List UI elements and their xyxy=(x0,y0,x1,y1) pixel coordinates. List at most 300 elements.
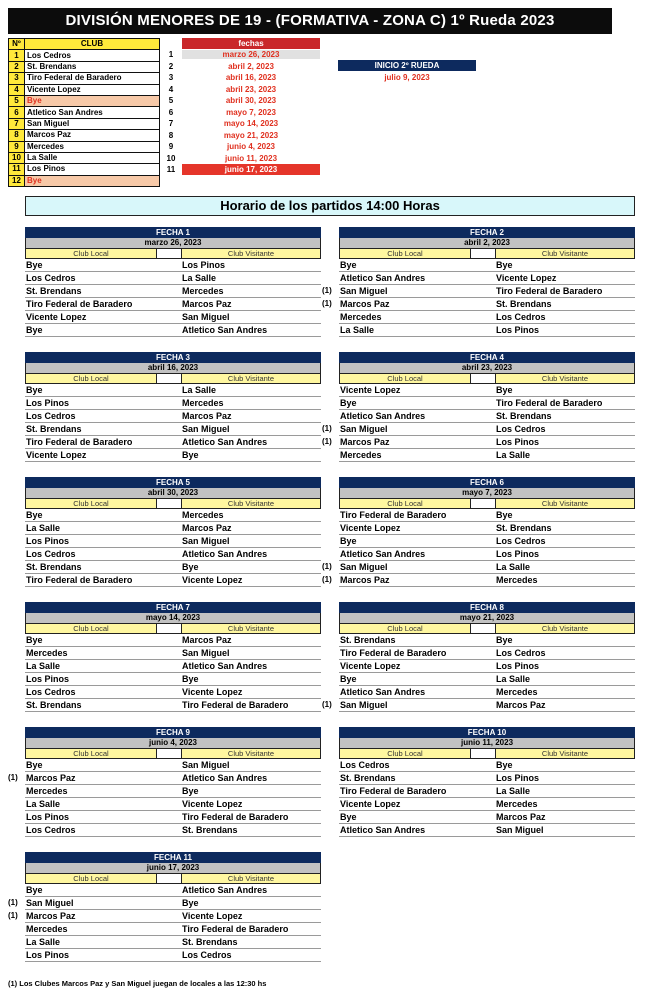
fecha-date: junio 17, 2023 xyxy=(25,863,321,873)
visiting-club: Mercedes xyxy=(496,687,538,697)
match-row xyxy=(25,660,321,673)
fecha-date: mayo 21, 2023 xyxy=(339,613,635,623)
match-row xyxy=(25,548,321,561)
visiting-club: Bye xyxy=(182,450,199,460)
col-spacer xyxy=(157,874,182,883)
visiting-club: Vicente Lopez xyxy=(182,799,243,809)
fecha-title: FECHA 3 xyxy=(25,352,321,363)
fecha-block xyxy=(339,727,635,837)
match-row xyxy=(339,535,635,548)
match-row xyxy=(25,535,321,548)
col-local-header: Club Local xyxy=(340,249,471,258)
col-visitante-header: Club Visitante xyxy=(182,624,320,633)
club-name: San Miguel xyxy=(25,118,160,129)
local-club: Los Pinos xyxy=(26,398,70,408)
fecha-date: mayo 21, 2023 xyxy=(223,130,279,140)
local-club: Atletico San Andres xyxy=(340,825,426,835)
visiting-club: San Miguel xyxy=(182,536,230,546)
club-name: Tiro Federal de Baradero xyxy=(25,73,160,84)
fecha-title: FECHA 7 xyxy=(25,602,321,613)
visiting-club: Los Pinos xyxy=(496,437,540,447)
match-row xyxy=(25,811,321,824)
fecha-block xyxy=(25,602,321,712)
col-visitante-header: Club Visitante xyxy=(182,374,320,383)
match-row xyxy=(25,259,321,272)
fecha-number: 5 xyxy=(168,96,174,105)
match-row xyxy=(8,772,321,785)
visiting-club: La Salle xyxy=(496,450,531,460)
fecha-block xyxy=(8,852,321,962)
fecha-date: marzo 26, 2023 xyxy=(182,50,320,59)
fechas-header: fechas xyxy=(182,38,320,49)
match-note: (1) xyxy=(322,299,332,308)
fecha-block xyxy=(322,352,635,462)
visiting-club: Bye xyxy=(182,898,199,908)
local-club: Los Pinos xyxy=(26,950,70,960)
fecha-date: abril 30, 2023 xyxy=(225,96,277,105)
visiting-club: Mercedes xyxy=(496,799,538,809)
match-row xyxy=(339,634,635,647)
visiting-club: La Salle xyxy=(182,273,217,283)
match-row xyxy=(25,436,321,449)
club-row xyxy=(9,95,160,106)
fecha-title: FECHA 6 xyxy=(339,477,635,488)
match-row xyxy=(339,660,635,673)
local-club: La Salle xyxy=(26,799,61,809)
visiting-club: Tiro Federal de Baradero xyxy=(182,700,289,710)
local-club: San Miguel xyxy=(340,700,388,710)
match-row xyxy=(25,884,321,897)
fecha-date: abril 30, 2023 xyxy=(25,488,321,498)
col-local-header: Club Local xyxy=(26,874,157,883)
fecha-title: FECHA 8 xyxy=(339,602,635,613)
local-club: Tiro Federal de Baradero xyxy=(340,510,447,520)
visiting-club: Los Pinos xyxy=(182,260,226,270)
club-number: 1 xyxy=(9,50,25,61)
match-row xyxy=(25,949,321,962)
visiting-club: Los Pinos xyxy=(496,325,540,335)
local-club: Vicente Lopez xyxy=(26,450,87,460)
visiting-club: Tiro Federal de Baradero xyxy=(182,812,289,822)
footnote: (1) Los Clubes Marcos Paz y San Miguel juegan de locales a las 12:30 hs xyxy=(8,979,267,988)
club-name: Los Pinos xyxy=(25,164,160,175)
col-visitante-header: Club Visitante xyxy=(496,374,634,383)
visiting-club: Los Cedros xyxy=(496,424,546,434)
visiting-club: Tiro Federal de Baradero xyxy=(496,286,603,296)
visiting-club: San Miguel xyxy=(182,312,230,322)
local-club: Tiro Federal de Baradero xyxy=(340,786,447,796)
visiting-club: Bye xyxy=(496,635,513,645)
club-number: 7 xyxy=(9,118,25,129)
clubs-header-row xyxy=(9,39,160,50)
club-name: Atletico San Andres xyxy=(25,107,160,118)
visiting-club: Atletico San Andres xyxy=(182,437,268,447)
visiting-club: Bye xyxy=(182,674,199,684)
match-row xyxy=(25,410,321,423)
col-local-header: Club Local xyxy=(340,624,471,633)
match-row xyxy=(322,561,635,574)
visiting-club: Tiro Federal de Baradero xyxy=(496,398,603,408)
local-club: St. Brendans xyxy=(340,635,396,645)
visiting-club: Marcos Paz xyxy=(182,523,232,533)
match-row xyxy=(339,811,635,824)
local-club: La Salle xyxy=(26,937,61,947)
match-row xyxy=(339,673,635,686)
match-row xyxy=(339,449,635,462)
local-club: La Salle xyxy=(26,523,61,533)
match-row xyxy=(339,272,635,285)
local-club: San Miguel xyxy=(340,562,388,572)
fecha-date: marzo 26, 2023 xyxy=(25,238,321,248)
fecha-number: 7 xyxy=(168,119,174,128)
club-name: Marcos Paz xyxy=(25,130,160,141)
fecha-date: mayo 14, 2023 xyxy=(223,119,279,128)
fecha-title: FECHA 11 xyxy=(25,852,321,863)
col-local-header: Club Local xyxy=(26,499,157,508)
match-row xyxy=(25,923,321,936)
inicio-segunda-rueda-date: julio 9, 2023 xyxy=(384,73,430,82)
col-visitante-header: Club Visitante xyxy=(182,749,320,758)
local-club: Los Cedros xyxy=(26,273,76,283)
match-row xyxy=(322,423,635,436)
match-row xyxy=(339,824,635,837)
local-club: Tiro Federal de Baradero xyxy=(26,437,133,447)
visiting-club: La Salle xyxy=(182,385,217,395)
local-club: Bye xyxy=(26,760,43,770)
club-number: 5 xyxy=(9,95,25,106)
col-spacer xyxy=(157,749,182,758)
local-club: Vicente Lopez xyxy=(340,523,401,533)
fecha-date: mayo 7, 2023 xyxy=(226,107,276,117)
visiting-club: Bye xyxy=(496,385,513,395)
fecha-block xyxy=(8,727,321,837)
match-row xyxy=(25,699,321,712)
local-club: Mercedes xyxy=(340,312,382,322)
visiting-club: Bye xyxy=(496,760,513,770)
club-name: Bye xyxy=(25,175,160,186)
local-club: Bye xyxy=(340,812,357,822)
fecha-date: abril 16, 2023 xyxy=(25,363,321,373)
match-note: (1) xyxy=(8,911,18,920)
match-row xyxy=(25,397,321,410)
fecha-date: junio 17, 2023 xyxy=(182,164,320,175)
fecha-number: 1 xyxy=(168,50,174,59)
visiting-club: Marcos Paz xyxy=(496,700,546,710)
match-row xyxy=(322,574,635,587)
club-header: CLUB xyxy=(25,39,160,50)
match-row xyxy=(339,522,635,535)
match-row xyxy=(339,772,635,785)
club-number: 4 xyxy=(9,84,25,95)
club-row xyxy=(9,130,160,141)
match-row xyxy=(339,647,635,660)
local-club: Mercedes xyxy=(340,450,382,460)
local-club: Los Cedros xyxy=(26,687,76,697)
visiting-club: Vicente Lopez xyxy=(496,273,557,283)
column-headers xyxy=(25,498,321,509)
fecha-block xyxy=(25,227,321,337)
fecha-number: 2 xyxy=(168,61,174,71)
page-title: DIVISIÓN MENORES DE 19 - (FORMATIVA - ZONA C) 1º Rueda 2023 xyxy=(8,8,612,34)
fecha-block xyxy=(322,602,635,712)
club-row xyxy=(9,50,160,61)
club-number: 9 xyxy=(9,141,25,152)
column-headers xyxy=(339,748,635,759)
fecha-number: 8 xyxy=(168,130,174,140)
visiting-club: Mercedes xyxy=(182,398,224,408)
club-number: 2 xyxy=(9,61,25,72)
visiting-club: Bye xyxy=(182,786,199,796)
visiting-club: Marcos Paz xyxy=(496,812,546,822)
local-club: San Miguel xyxy=(340,286,388,296)
match-note: (1) xyxy=(322,437,332,446)
match-row xyxy=(25,647,321,660)
fecha-date: abril 2, 2023 xyxy=(228,61,274,71)
local-club: St. Brendans xyxy=(340,773,396,783)
fecha-title: FECHA 2 xyxy=(339,227,635,238)
visiting-club: St. Brendans xyxy=(496,523,552,533)
col-local-header: Club Local xyxy=(26,749,157,758)
local-club: Tiro Federal de Baradero xyxy=(26,575,133,585)
visiting-club: La Salle xyxy=(496,674,531,684)
col-local-header: Club Local xyxy=(340,374,471,383)
visiting-club: Mercedes xyxy=(496,575,538,585)
match-row xyxy=(322,285,635,298)
fecha-number: 4 xyxy=(168,84,174,94)
match-row xyxy=(322,436,635,449)
visiting-club: Atletico San Andres xyxy=(182,549,268,559)
visiting-club: Los Cedros xyxy=(496,312,546,322)
number-header: Nº xyxy=(9,39,25,50)
col-local-header: Club Local xyxy=(26,249,157,258)
club-name: La Salle xyxy=(25,152,160,163)
club-name: Bye xyxy=(25,95,160,106)
fecha-number: 11 xyxy=(166,165,176,174)
local-club: St. Brendans xyxy=(26,700,82,710)
local-club: Tiro Federal de Baradero xyxy=(26,299,133,309)
col-local-header: Club Local xyxy=(340,749,471,758)
fecha-number: 9 xyxy=(168,142,174,151)
local-club: St. Brendans xyxy=(26,286,82,296)
fecha-block xyxy=(25,352,321,462)
local-club: San Miguel xyxy=(340,424,388,434)
match-row xyxy=(25,324,321,337)
fecha-title: FECHA 10 xyxy=(339,727,635,738)
match-row xyxy=(8,897,321,910)
local-club: Los Pinos xyxy=(26,812,70,822)
club-name: St. Brendans xyxy=(25,61,160,72)
fecha-date: junio 11, 2023 xyxy=(339,738,635,748)
local-club: Atletico San Andres xyxy=(340,411,426,421)
visiting-club: Los Cedros xyxy=(496,648,546,658)
club-name: Vicente Lopez xyxy=(25,84,160,95)
visiting-club: Bye xyxy=(496,510,513,520)
col-visitante-header: Club Visitante xyxy=(182,499,320,508)
match-note: (1) xyxy=(8,898,18,907)
match-row xyxy=(25,936,321,949)
match-row xyxy=(25,423,321,436)
visiting-club: La Salle xyxy=(496,562,531,572)
local-club: San Miguel xyxy=(26,898,74,908)
col-visitante-header: Club Visitante xyxy=(496,624,634,633)
local-club: Marcos Paz xyxy=(340,575,390,585)
club-name: Los Cedros xyxy=(25,50,160,61)
col-visitante-header: Club Visitante xyxy=(496,249,634,258)
local-club: Tiro Federal de Baradero xyxy=(340,648,447,658)
column-headers xyxy=(339,248,635,259)
col-visitante-header: Club Visitante xyxy=(496,499,634,508)
col-local-header: Club Local xyxy=(340,499,471,508)
local-club: Marcos Paz xyxy=(340,299,390,309)
col-local-header: Club Local xyxy=(26,374,157,383)
horario-banner: Horario de los partidos 14:00 Horas xyxy=(25,196,635,216)
match-row xyxy=(339,311,635,324)
match-row xyxy=(339,509,635,522)
match-row xyxy=(25,673,321,686)
fecha-number: 6 xyxy=(168,107,174,117)
match-row xyxy=(25,686,321,699)
visiting-club: St. Brendans xyxy=(182,937,238,947)
local-club: Bye xyxy=(26,885,43,895)
visiting-club: Marcos Paz xyxy=(182,411,232,421)
column-headers xyxy=(339,498,635,509)
fecha-title: FECHA 1 xyxy=(25,227,321,238)
visiting-club: Los Pinos xyxy=(496,661,540,671)
local-club: Mercedes xyxy=(26,648,68,658)
local-club: Bye xyxy=(340,674,357,684)
local-club: Bye xyxy=(340,260,357,270)
match-row xyxy=(25,561,321,574)
column-headers xyxy=(339,623,635,634)
local-club: Los Cedros xyxy=(26,549,76,559)
local-club: Mercedes xyxy=(26,924,68,934)
visiting-club: Los Cedros xyxy=(182,950,232,960)
local-club: Bye xyxy=(26,635,43,645)
match-row xyxy=(25,798,321,811)
fecha-block xyxy=(322,477,635,587)
local-club: Vicente Lopez xyxy=(340,661,401,671)
match-row xyxy=(339,785,635,798)
match-row xyxy=(25,785,321,798)
local-club: Marcos Paz xyxy=(26,773,76,783)
match-row xyxy=(25,298,321,311)
visiting-club: Vicente Lopez xyxy=(182,687,243,697)
visiting-club: Los Pinos xyxy=(496,549,540,559)
local-club: Atletico San Andres xyxy=(340,687,426,697)
visiting-club: Bye xyxy=(182,562,199,572)
fecha-title: FECHA 9 xyxy=(25,727,321,738)
club-row xyxy=(9,61,160,72)
local-club: Vicente Lopez xyxy=(26,312,87,322)
club-number: 3 xyxy=(9,73,25,84)
fecha-date: abril 2, 2023 xyxy=(339,238,635,248)
match-row xyxy=(339,384,635,397)
club-row xyxy=(9,73,160,84)
visiting-club: Atletico San Andres xyxy=(182,773,268,783)
col-spacer xyxy=(471,499,496,508)
match-row xyxy=(339,324,635,337)
column-headers xyxy=(25,873,321,884)
visiting-club: St. Brendans xyxy=(182,825,238,835)
visiting-club: Marcos Paz xyxy=(182,299,232,309)
col-spacer xyxy=(157,499,182,508)
col-spacer xyxy=(157,374,182,383)
fecha-date: junio 4, 2023 xyxy=(25,738,321,748)
local-club: Mercedes xyxy=(26,786,68,796)
club-number: 6 xyxy=(9,107,25,118)
match-row xyxy=(25,272,321,285)
col-spacer xyxy=(471,624,496,633)
col-spacer xyxy=(157,249,182,258)
col-visitante-header: Club Visitante xyxy=(496,749,634,758)
local-club: Bye xyxy=(340,536,357,546)
inicio-segunda-rueda-label: INICIO 2º RUEDA xyxy=(338,60,476,71)
club-number: 8 xyxy=(9,130,25,141)
match-row xyxy=(322,298,635,311)
club-row xyxy=(9,175,160,186)
col-local-header: Club Local xyxy=(26,624,157,633)
fecha-date: junio 4, 2023 xyxy=(226,142,276,151)
visiting-club: San Miguel xyxy=(182,648,230,658)
visiting-club: Vicente Lopez xyxy=(182,575,243,585)
match-row xyxy=(25,311,321,324)
local-club: Bye xyxy=(26,260,43,270)
club-number: 12 xyxy=(9,175,25,186)
column-headers xyxy=(25,373,321,384)
fecha-title: FECHA 5 xyxy=(25,477,321,488)
col-spacer xyxy=(471,249,496,258)
col-spacer xyxy=(471,374,496,383)
match-row xyxy=(25,824,321,837)
col-visitante-header: Club Visitante xyxy=(182,874,320,883)
fecha-date: mayo 7, 2023 xyxy=(339,488,635,498)
fecha-number: 10 xyxy=(166,153,176,163)
fecha-date: abril 16, 2023 xyxy=(225,73,277,82)
club-row xyxy=(9,164,160,175)
column-headers xyxy=(339,373,635,384)
club-number: 10 xyxy=(9,152,25,163)
visiting-club: St. Brendans xyxy=(496,411,552,421)
local-club: La Salle xyxy=(340,325,375,335)
match-row xyxy=(339,548,635,561)
visiting-club: Atletico San Andres xyxy=(182,661,268,671)
fecha-block xyxy=(322,227,635,337)
match-note: (1) xyxy=(322,562,332,571)
fecha-title: FECHA 4 xyxy=(339,352,635,363)
match-row xyxy=(339,798,635,811)
visiting-club: Mercedes xyxy=(182,286,224,296)
club-row xyxy=(9,141,160,152)
local-club: Los Cedros xyxy=(26,411,76,421)
local-club: Los Pinos xyxy=(26,674,70,684)
local-club: Vicente Lopez xyxy=(340,799,401,809)
match-row xyxy=(8,910,321,923)
visiting-club: La Salle xyxy=(496,786,531,796)
visiting-club: Los Pinos xyxy=(496,773,540,783)
match-row xyxy=(339,410,635,423)
clubs-table xyxy=(8,38,160,187)
match-row xyxy=(339,259,635,272)
fecha-date: abril 23, 2023 xyxy=(339,363,635,373)
visiting-club: San Miguel xyxy=(182,760,230,770)
visiting-club: Vicente Lopez xyxy=(182,911,243,921)
match-note: (1) xyxy=(322,700,332,709)
match-note: (1) xyxy=(8,773,18,782)
match-note: (1) xyxy=(322,286,332,295)
column-headers xyxy=(25,623,321,634)
visiting-club: St. Brendans xyxy=(496,299,552,309)
match-row xyxy=(25,384,321,397)
